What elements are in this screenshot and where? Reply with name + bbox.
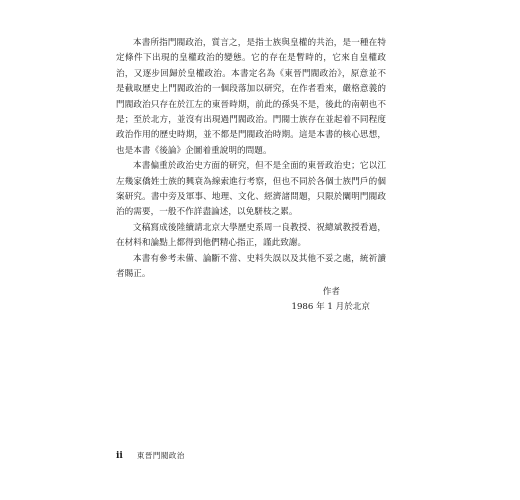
page-footer xyxy=(116,450,185,461)
paragraph-3: 文稿寫成後陸續請北京大學歷史系周一良教授、祝總斌教授看過，在材料和論點上都得到他們精心指正，謹此致謝。 xyxy=(116,222,386,249)
paragraph-2: 本書偏重於政治史方面的研究，但不是全面的東晉政治史；它以江左幾家僑姓士族的興衰為線索進行考察，但也不同於各個士族門戶的個案研究。書中旁及軍事、地理、文化、經濟諸問題，只限於闡明門閥政治的需要，一般不作詳盡論述，以免駢枝之累。 xyxy=(116,161,386,218)
signature-author: 作者 xyxy=(322,287,340,297)
page-number: ii xyxy=(116,451,123,461)
signature-date: 1986 年 1 月於北京 xyxy=(291,302,370,313)
paragraph-4: 本書有參考未備、論斷不當、史料失誤以及其他不妥之處，統祈讀者賜正。 xyxy=(116,253,386,280)
paragraph-1: 本書所指門閥政治，質言之，是指士族與皇權的共治，是一種在特定條件下出現的皇權政治的變態。它的存在是暫時的，它來自皇權政治，又逐步回歸於皇權政治。本書定名為《東晉門閥政治》，原意並不是截取歷史上門閥政治的一個段落加以研究，在作者看來，嚴格意義的門閥政治只存在於江左的東晉時期，前此的孫吳不是，後此的南朝也不是；至於北方，並沒有出現過門閥政治。門閥士族存在並起着不同程度政治作用的歷史時期，並不都是門閥政治時期。這是本書的核心思想，也是本書《後論》企圖着重說明的問題。 xyxy=(116,38,386,156)
running-head: 東晉門閥政治 xyxy=(136,451,185,460)
signature-block xyxy=(116,285,386,316)
preface-body xyxy=(116,36,386,283)
